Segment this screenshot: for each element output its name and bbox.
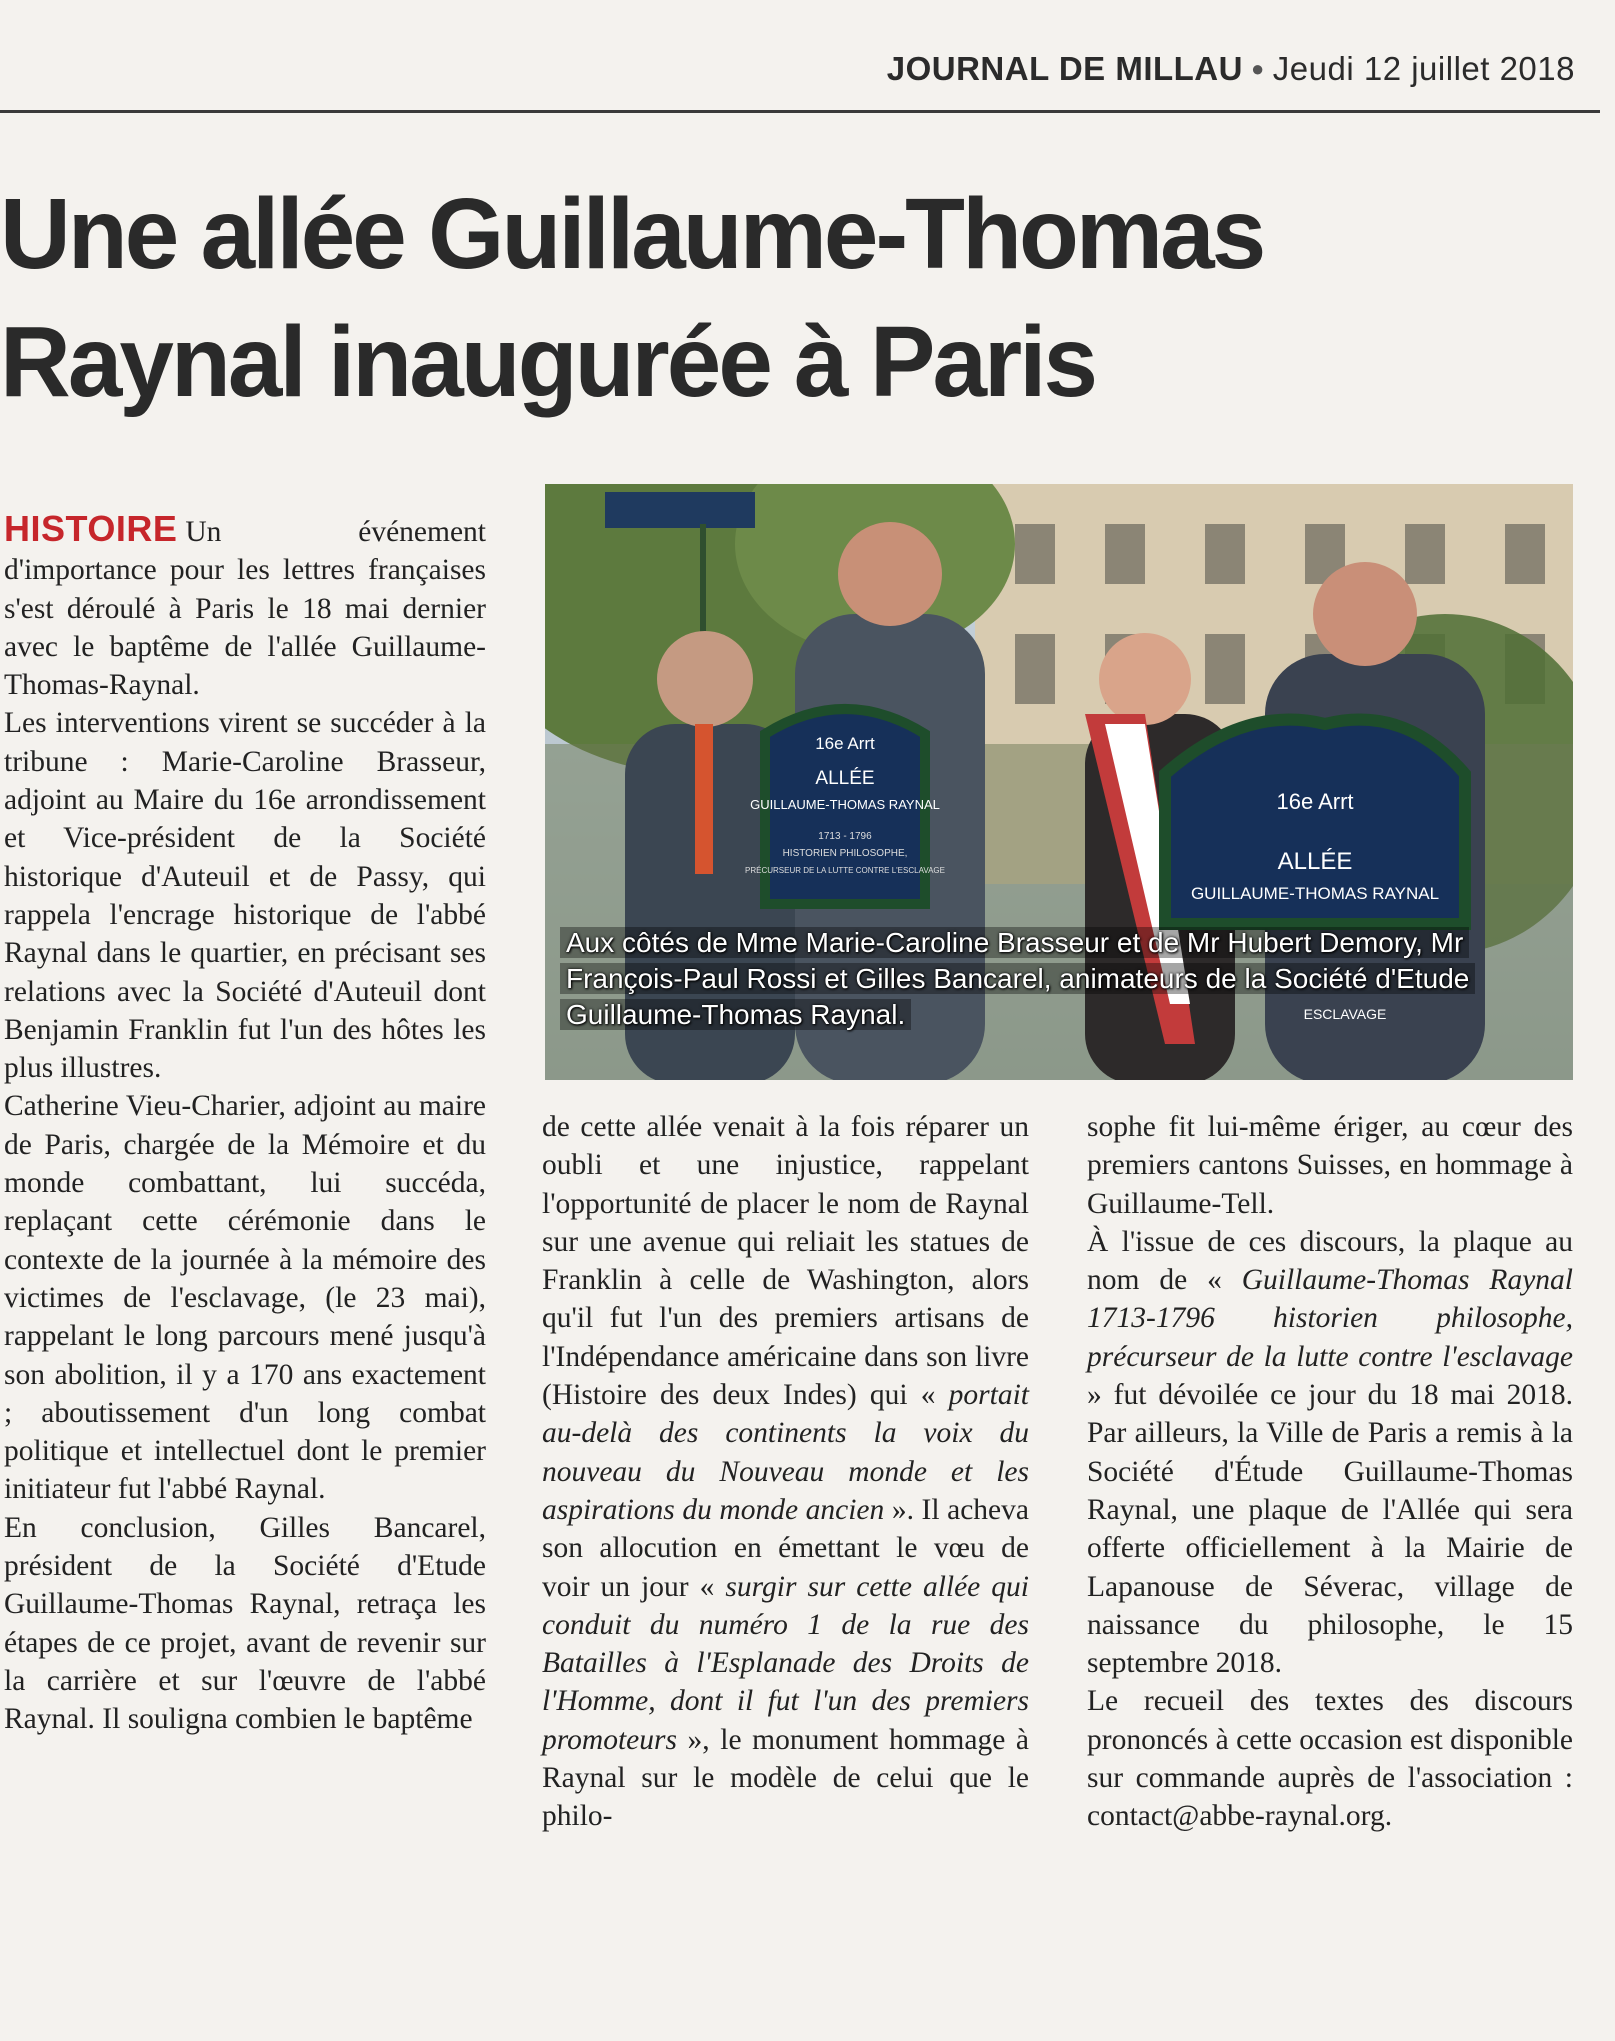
paragraph-text: À l'issue de ces discours, la plaque au nom de « <box>1087 1225 1573 1297</box>
svg-text:1713 - 1796: 1713 - 1796 <box>818 831 872 842</box>
svg-text:PRÉCURSEUR DE LA LUTTE CONTRE: PRÉCURSEUR DE LA LUTTE CONTRE L'ESCLAVAGE <box>745 866 945 875</box>
svg-text:16e Arrt: 16e Arrt <box>815 734 875 753</box>
paragraph-text: Un événement d'importance pour les lettres françaises s'est déroulé à Paris le 18 mai dernier avec le baptême de l'allée Guillaume-Thomas-Raynal. <box>4 516 486 702</box>
article-column-2 <box>542 1108 1029 1836</box>
paragraph-text: ». Il acheva son allocution en émettant le vœu de voir un jour « <box>542 1493 1029 1603</box>
section-kicker: HISTOIRE <box>4 508 178 549</box>
caption-text: Aux côtés de Mme Marie-Caroline Brasseur et de Mr Hubert Demory, Mr François-Paul Rossi et Gilles Bancarel, animateurs de la Société d'Etude Guillaume-Thomas Raynal. <box>560 927 1475 1030</box>
photo-caption <box>560 925 1565 1033</box>
paragraph-text: », le monument hommage à Raynal sur le modèle de celui que le philo- <box>542 1723 1029 1833</box>
street-plaque-left <box>745 709 945 904</box>
article-paragraph: Les interventions virent se succéder à la tribune : Marie-Caroline Brasseur, adjoint au Maire du 16e arrondissement et Vice-président de la Société historique d'Auteuil et de Passy, qui rappela l'encrage historique de l'abbé Raynal dans le quartier, en précisant ses relations avec la Société d'Auteuil dont Benjamin Franklin fut l'un des hôtes les plus illustres. <box>4 707 486 1085</box>
quote-text: Guillaume-Thomas Raynal 1713-1796 historien philosophe, précurseur de la lutte contre l'esclavage <box>1087 1264 1573 1373</box>
article-paragraph <box>1087 1223 1573 1683</box>
svg-text:16e Arrt: 16e Arrt <box>1276 789 1354 814</box>
article-paragraph: Catherine Vieu-Charier, adjoint au maire de Paris, chargée de la Mémoire et du monde combattant, lui succéda, replaçant cette cérémonie dans le contexte de la journée à la mémoire des victimes de l'esclavage, (le 23 mai), rappelant le long parcours mené jusqu'à son abolition, il y a 170 ans exactement ; aboutissement d'un long combat politique et intellectuel dont le premier initiateur fut l'abbé Raynal. <box>4 1090 486 1506</box>
article-paragraph: En conclusion, Gilles Bancarel, président de la Société d'Etude Guillaume-Thomas Raynal, retraça les étapes de ce projet, avant de revenir sur la carrière et sur l'œuvre de l'abbé Raynal. Il souligna combien le baptême <box>4 1511 486 1736</box>
svg-text:GUILLAUME-THOMAS RAYNAL: GUILLAUME-THOMAS RAYNAL <box>750 797 940 812</box>
article-column-3 <box>1087 1108 1573 1836</box>
svg-text:HISTORIEN PHILOSOPHE,: HISTORIEN PHILOSOPHE, <box>782 848 908 859</box>
headline-line-1: Une allée Guillaume-Thomas <box>0 178 1264 290</box>
headline-line-2: Raynal inaugurée à Paris <box>0 306 1096 418</box>
publication-date: Jeudi 12 juillet 2018 <box>1272 50 1575 87</box>
page-header <box>0 50 1575 94</box>
svg-text:GUILLAUME-THOMAS RAYNAL: GUILLAUME-THOMAS RAYNAL <box>1190 884 1440 903</box>
publication-name: JOURNAL DE MILLAU <box>886 50 1243 87</box>
separator-dot: ● <box>1250 56 1265 81</box>
article-column-1 <box>4 510 486 1739</box>
svg-text:ALLÉE: ALLÉE <box>1277 848 1353 875</box>
svg-text:ALLÉE: ALLÉE <box>815 768 875 789</box>
article-paragraph: Le recueil des textes des discours prononcés à cette occasion est disponible sur commande auprès de l'association : contact@abbe-raynal.org. <box>1087 1685 1573 1833</box>
quote-text: portait au-delà des continents la voix du nouveau du Nouveau monde et les aspirations du monde ancien <box>542 1379 1029 1526</box>
article-paragraph <box>4 510 486 704</box>
headline <box>0 170 1568 426</box>
paragraph-text: de cette allée venait à la fois réparer un oubli et une injustice, rappelant l'opportunité de placer le nom de Raynal sur une avenue qui reliait les statues de Franklin à celle de Washington, alors qu'il fut l'un des premiers artisans de l'Indépendance américaine dans son livre (Histoire des deux Indes) qui « <box>542 1111 1029 1412</box>
header-rule <box>0 110 1600 113</box>
quote-text: surgir sur cette allée qui conduit du numéro 1 de la rue des Batailles à l'Esplanade des Droits de l'Homme, dont il fut l'un des premiers promoteurs <box>542 1570 1029 1756</box>
article-paragraph <box>542 1108 1029 1836</box>
paragraph-text: » fut dévoilée ce jour du 18 mai 2018. Par ailleurs, la Ville de Paris a remis à la Société d'Étude Guillaume-Thomas Raynal, une plaque de l'Allée qui sera offerte officiellement à la Mairie de Lapanouse de Séverac, village de naissance du philosophe, le 15 septembre 2018. <box>1087 1379 1573 1680</box>
svg-text:ESCLAVAGE: ESCLAVAGE <box>1303 1006 1387 1022</box>
article-paragraph: sophe fit lui-même ériger, au cœur des premiers cantons Suisses, en hommage à Guillaume-Tell. <box>1087 1111 1573 1220</box>
